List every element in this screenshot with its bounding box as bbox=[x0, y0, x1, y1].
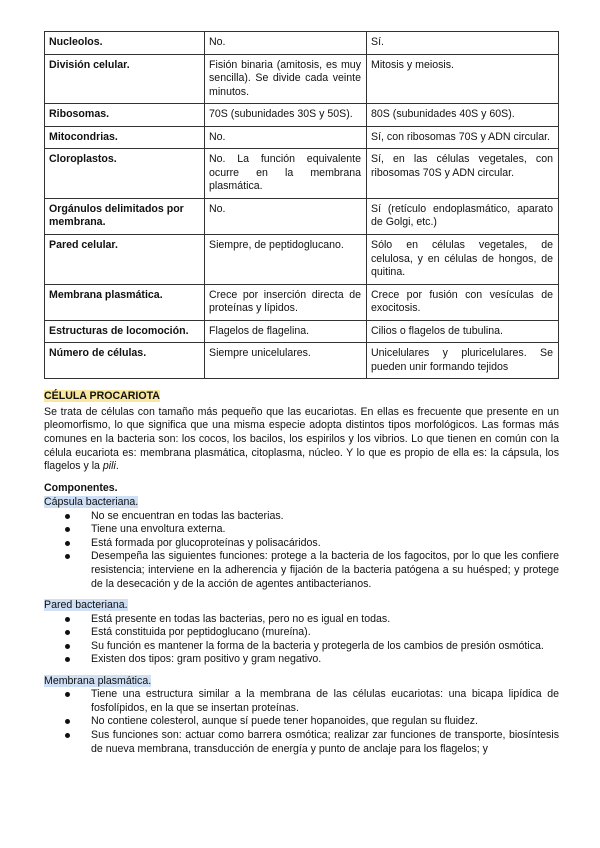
feature-cell: Nucleolos. bbox=[45, 32, 205, 55]
list-item: Existen dos tipos: gram positivo y gram negativo. bbox=[91, 653, 559, 667]
prokaryote-cell: No. bbox=[205, 32, 367, 55]
feature-cell: Mitocondrias. bbox=[45, 126, 205, 149]
feature-cell: Estructuras de locomoción. bbox=[45, 320, 205, 343]
eukaryote-cell: Unicelulares y pluricelulares. Se pueden unir formando tejidos bbox=[367, 343, 559, 379]
feature-cell: Ribosomas. bbox=[45, 104, 205, 127]
feature-cell: Membrana plasmática. bbox=[45, 284, 205, 320]
prokaryote-cell: Fisión binaria (amitosis, es muy sencilla). Se divide cada veinte minutos. bbox=[205, 54, 367, 104]
capsule-list bbox=[44, 510, 559, 591]
table-row bbox=[45, 284, 559, 320]
wall-list bbox=[44, 613, 559, 667]
eukaryote-cell: Sí, con ribosomas 70S y ADN circular. bbox=[367, 126, 559, 149]
feature-cell: Número de células. bbox=[45, 343, 205, 379]
table-row bbox=[45, 104, 559, 127]
table-row bbox=[45, 32, 559, 55]
eukaryote-cell: Sí, en las células vegetales, con ribosomas 70S y ADN circular. bbox=[367, 149, 559, 199]
eukaryote-cell: 80S (subunidades 40S y 60S). bbox=[367, 104, 559, 127]
prokaryote-cell: 70S (subunidades 30S y 50S). bbox=[205, 104, 367, 127]
list-item: No contiene colesterol, aunque sí puede tener hopanoides, que regulan su fluidez. bbox=[91, 715, 559, 729]
list-item: Su función es mantener la forma de la bacteria y protegerla de los cambios de presión osmótica. bbox=[91, 640, 559, 654]
feature-cell: Pared celular. bbox=[45, 235, 205, 285]
section-title: CÉLULA PROCARIOTA bbox=[44, 390, 160, 403]
membrane-label: Membrana plasmática. bbox=[44, 674, 152, 687]
table-row bbox=[45, 198, 559, 234]
list-item: Está presente en todas las bacterias, pero no es igual en todas. bbox=[91, 613, 559, 627]
eukaryote-cell: Sí (retículo endoplasmático, aparato de Golgi, etc.) bbox=[367, 198, 559, 234]
prokaryote-cell: Siempre unicelulares. bbox=[205, 343, 367, 379]
components-heading: Componentes. bbox=[44, 481, 118, 494]
feature-cell: División celular. bbox=[45, 54, 205, 104]
list-item: Está formada por glucoproteínas y polisacáridos. bbox=[91, 537, 559, 551]
prokaryote-cell: No. La función equivalente ocurre en la membrana plasmática. bbox=[205, 149, 367, 199]
table-row bbox=[45, 54, 559, 104]
eukaryote-cell: Sí. bbox=[367, 32, 559, 55]
table-row bbox=[45, 235, 559, 285]
table-row bbox=[45, 343, 559, 379]
list-item: Tiene una estructura similar a la membrana de las células eucariotas: una bicapa lipídica de fosfolípidos, en la que se insertan proteínas. bbox=[91, 688, 559, 714]
prokaryote-cell: No. bbox=[205, 126, 367, 149]
feature-cell: Orgánulos delimitados por membrana. bbox=[45, 198, 205, 234]
prokaryote-cell: Siempre, de peptidoglucano. bbox=[205, 235, 367, 285]
wall-label: Pared bacteriana. bbox=[44, 599, 128, 612]
intro-paragraph: Se trata de células con tamaño más pequeño que las eucariotas. En ellas es frecuente que presente en un pleomorfismo, lo que significa que una misma especie adopta distintos tipos morfológicos. Las formas más comunes en la bacteria son: los cocos, los bacilos, los espirilos y los vibrios. Lo que tienen en común con la célula eucariota es: membrana plasmática, citoplasma, núcleo. Y lo que es propio de ella es: la cápsula, los flagelos y la pili. bbox=[44, 405, 559, 473]
eukaryote-cell: Crece por fusión con vesículas de exocitosis. bbox=[367, 284, 559, 320]
feature-cell: Cloroplastos. bbox=[45, 149, 205, 199]
eukaryote-cell: Sólo en células vegetales, de celulosa, y en células de hongos, de quitina. bbox=[367, 235, 559, 285]
eukaryote-cell: Cilios o flagelos de tubulina. bbox=[367, 320, 559, 343]
prokaryote-cell: Flagelos de flagelina. bbox=[205, 320, 367, 343]
membrane-list bbox=[44, 688, 559, 756]
table-row bbox=[45, 320, 559, 343]
list-item: Tiene una envoltura externa. bbox=[91, 523, 559, 537]
comparison-table bbox=[44, 31, 559, 379]
list-item: No se encuentran en todas las bacterias. bbox=[91, 510, 559, 524]
list-item: Desempeña las siguientes funciones: protege a la bacteria de los fagocitos, por lo que les confiere resistencia; interviene en la adherencia y fijación de la bacteria patógena a su huésped; y protege de la desecación y de la acción de agentes antibacterianos. bbox=[91, 550, 559, 590]
table-row bbox=[45, 149, 559, 199]
table-row bbox=[45, 126, 559, 149]
eukaryote-cell: Mitosis y meiosis. bbox=[367, 54, 559, 104]
document-page bbox=[44, 31, 559, 756]
prokaryote-cell: Crece por inserción directa de proteínas y lípidos. bbox=[205, 284, 367, 320]
prokaryote-cell: No. bbox=[205, 198, 367, 234]
list-item: Está constituida por peptidoglucano (mureína). bbox=[91, 626, 559, 640]
capsule-label: Cápsula bacteriana. bbox=[44, 496, 139, 509]
list-item: Sus funciones son: actuar como barrera osmótica; realizar zar funciones de transporte, biosíntesis de nueva membrana, transducción de energía y punto de anclaje para los flagelos; y bbox=[91, 728, 559, 755]
